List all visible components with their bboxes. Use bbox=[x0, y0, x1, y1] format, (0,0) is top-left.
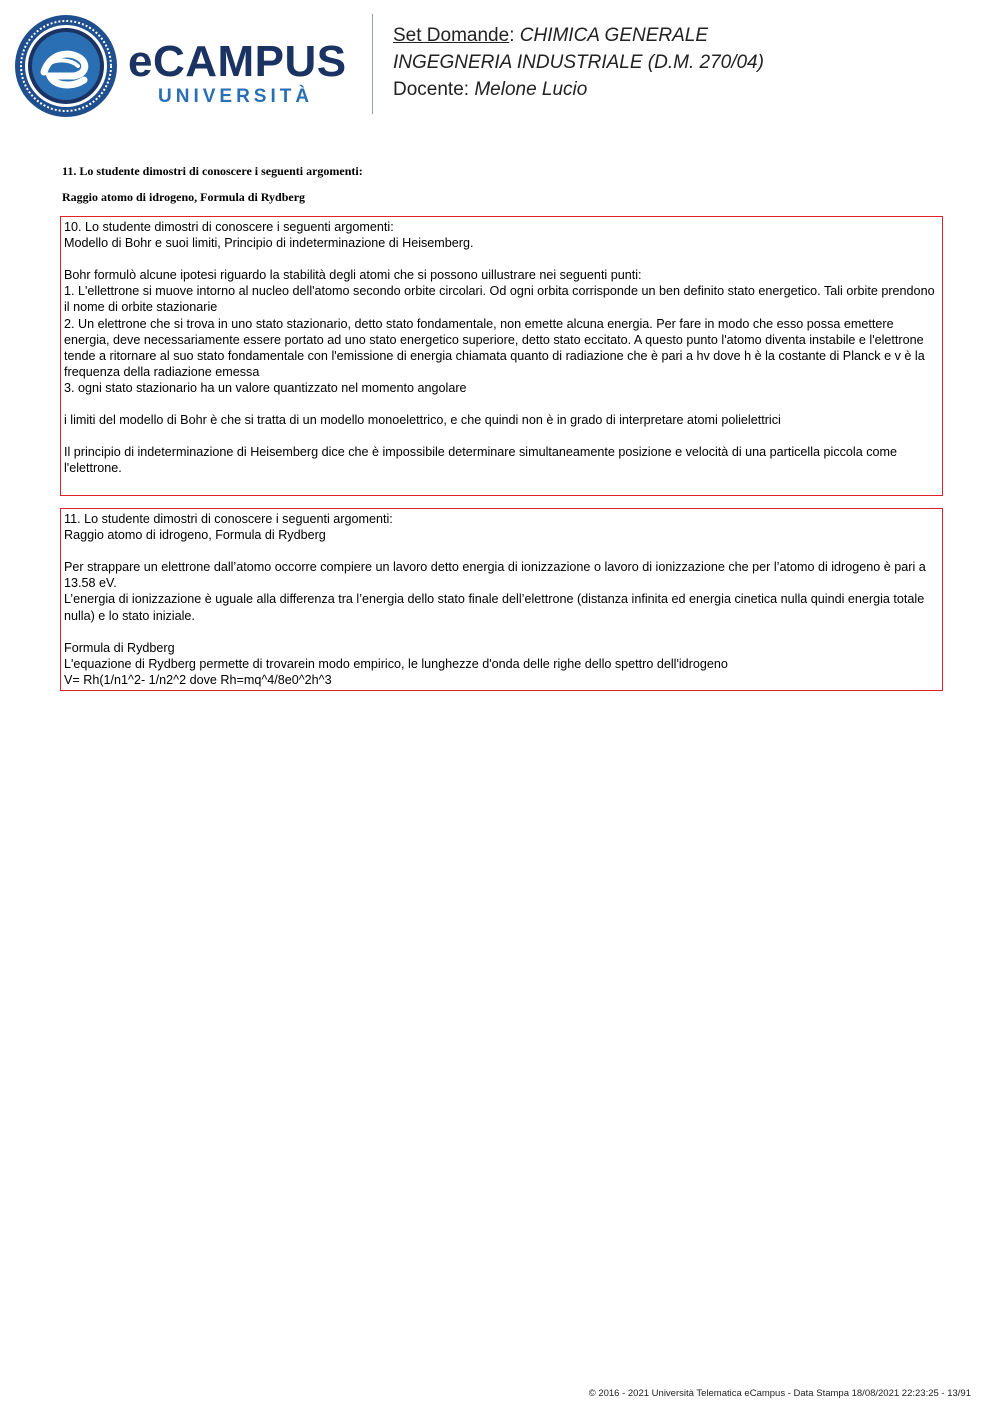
answer-blank-line bbox=[64, 543, 938, 559]
set-separator: : bbox=[509, 25, 520, 46]
ecampus-wordmark bbox=[128, 38, 358, 112]
page-header bbox=[0, 0, 1000, 125]
brand-subtitle: UNIVERSITÀ bbox=[158, 86, 314, 107]
answer-blank-line bbox=[64, 396, 938, 412]
set-title-line bbox=[393, 22, 764, 49]
course-name: CHIMICA GENERALE bbox=[519, 25, 709, 46]
page-footer: © 2016 - 2021 Università Telematica eCampus - Data Stampa 18/08/2021 22:23:25 - 13/91 bbox=[588, 1388, 971, 1399]
answer-line: 3. ogni stato stazionario ha un valore quantizzato nel momento angolare bbox=[64, 380, 467, 395]
answer-line: 10. Lo studente dimostri di conoscere i seguenti argomenti: bbox=[64, 220, 394, 234]
answer-line: Il principio di indeterminazione di Heisemberg dice che è impossibile determinare simultaneamente posizione e velocità di una particella piccola come l'elettrone. bbox=[64, 445, 898, 476]
answer-blank-line bbox=[64, 477, 938, 493]
answer-line: Modello di Bohr e suoi limiti, Principio di indeterminazione di Heisemberg. bbox=[64, 236, 474, 251]
answer-line: i limiti del modello di Bohr è che si tratta di un modello monoelettrico, e che quindi non è in grado di interpretare atomi polielettrici bbox=[64, 413, 781, 428]
degree-name: INGEGNERIA INDUSTRIALE (D.M. 270/04) bbox=[393, 52, 764, 73]
question-topic: Raggio atomo di idrogeno, Formula di Rydberg bbox=[62, 190, 306, 204]
answer-blank-line bbox=[64, 428, 938, 444]
answer-line: L’energia di ionizzazione è uguale alla differenza tra l’energia dello stato finale dell’elettrone (distanza infinita ed energia cinetica nulla quindi energia totale nulla) e lo stato iniziale. bbox=[64, 592, 925, 623]
answer-line: 2. Un elettrone che si trova in uno stato stazionario, detto stato fondamentale, non emette alcuna energia. Per fare in modo che esso possa emettere energia, deve necessariamente essere portato ad uno stato energetico superiore, detto stato eccitato. A questo punto l'atomo diventa instabile e l'elettrone tende a ritornare al suo stato fondamentale con l'emissione di energia chiamata quanto di radiazione che è pari a hv dove h è la costante di Planck e v è la frequenza della radiazione emessa bbox=[64, 316, 925, 379]
answer-line: Bohr formulò alcune ipotesi riguardo la stabilità degli atomi che si possono uillustrare nei seguenti punti: bbox=[64, 268, 642, 283]
answer-blank-line bbox=[64, 251, 938, 267]
answer-line: Per strappare un elettrone dall’atomo occorre compiere un lavoro detto energia di ionizzazione o lavoro di ionizzazione che per l’atomo di idrogeno è pari a 13.58 eV. bbox=[64, 560, 926, 591]
degree-line bbox=[393, 49, 764, 76]
answer-line: 1. L'ellettrone si muove intorno al nucleo dell'atomo secondo orbite circolari. Od ogni orbita corrisponde un ben definito stato energetico. Tali orbite prendono il nome di orbite stazionarie bbox=[64, 284, 935, 315]
answer-line: Raggio atomo di idrogeno, Formula di Rydberg bbox=[64, 528, 326, 543]
answer-box-1 bbox=[60, 216, 943, 496]
answer-line: Formula di Rydberg bbox=[64, 640, 175, 655]
answer-line: V= Rh(1/n1^2- 1/n2^2 dove Rh=mq^4/8e0^2h^3 bbox=[64, 672, 332, 687]
header-divider bbox=[372, 14, 373, 114]
teacher-line bbox=[393, 76, 764, 103]
brand-name: eCAMPUS bbox=[128, 37, 347, 86]
question-title: 11. Lo studente dimostri di conoscere i seguenti argomenti: bbox=[62, 164, 363, 178]
set-label: Set Domande bbox=[393, 25, 510, 46]
answer-blank-line bbox=[64, 624, 938, 640]
answer-line: L'equazione di Rydberg permette di trovarein modo empirico, le lunghezze d'onda delle righe dello spettro dell'idrogeno bbox=[64, 656, 728, 671]
answer-box-2 bbox=[60, 508, 943, 691]
answer-line: 11. Lo studente dimostri di conoscere i seguenti argomenti: bbox=[64, 512, 393, 526]
set-info bbox=[393, 22, 764, 103]
ecampus-seal-logo-icon bbox=[14, 14, 118, 118]
teacher-name: Melone Lucio bbox=[474, 79, 588, 100]
teacher-label: Docente: bbox=[393, 79, 475, 100]
